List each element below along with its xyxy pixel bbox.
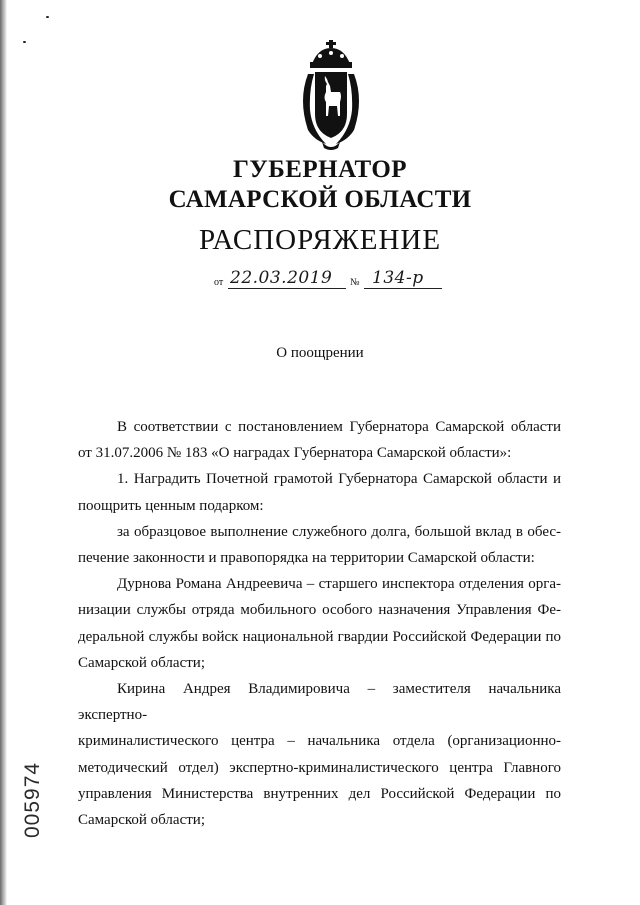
body-line: Самарской области; [78, 654, 205, 671]
document-subject: О поощрении [276, 345, 364, 361]
body-line: печение законности и правопорядка на территории Самарской области: [78, 550, 535, 567]
body-line: Самарской области; [78, 812, 205, 829]
body-line: криминалистического центра – начальника отдела (организационно- [78, 733, 561, 750]
body-line: 1. Наградить Почетной грамотой Губернатора Самарской области и [117, 471, 561, 488]
body-line: Дурнова Романа Андреевича – старшего инспектора отделения орга- [117, 576, 561, 593]
body-line: за образцовое выполнение служебного долга, большой вклад в обес- [117, 523, 561, 540]
scan-speck [23, 41, 26, 43]
body-line: Кирина Андрея Владимировича – заместителя начальника экспертно- [78, 681, 561, 724]
number-underline [364, 288, 442, 289]
body-line: В соответствии с постановлением Губернатора Самарской области [117, 419, 561, 435]
document-body [78, 414, 561, 833]
order-date-number [214, 270, 444, 292]
scan-edge-shadow [0, 0, 7, 905]
samara-coat-of-arms-icon [298, 40, 364, 152]
date-value: 22.03.2019 [230, 268, 333, 288]
document-type: РАСПОРЯЖЕНИЕ [198, 224, 442, 256]
body-line: от 31.07.2006 № 183 «О наградах Губернатора Самарской области»: [78, 445, 512, 462]
date-label: от [214, 277, 224, 288]
body-line: управления Министерства внутренних дел Российской Федерации по [78, 785, 561, 802]
margin-registration-number: 005974 [21, 761, 44, 838]
body-line: поощрить ценным подарком: [78, 497, 264, 514]
issuer-title: ГУБЕРНАТОР [232, 156, 408, 183]
number-label: № [350, 277, 360, 288]
body-line: деральной службы войск национальной гвардии Российской Федерации по [78, 628, 561, 645]
number-value: 134-р [372, 268, 424, 288]
scan-speck [46, 16, 49, 18]
issuer-region: САМАРСКОЙ ОБЛАСТИ [168, 186, 472, 213]
body-line: низации службы отряда мобильного особого назначения Управления Фе- [78, 602, 561, 619]
body-line: методический отдел) экспертно-криминалистического центра Главного [78, 759, 561, 776]
date-underline [228, 288, 346, 289]
